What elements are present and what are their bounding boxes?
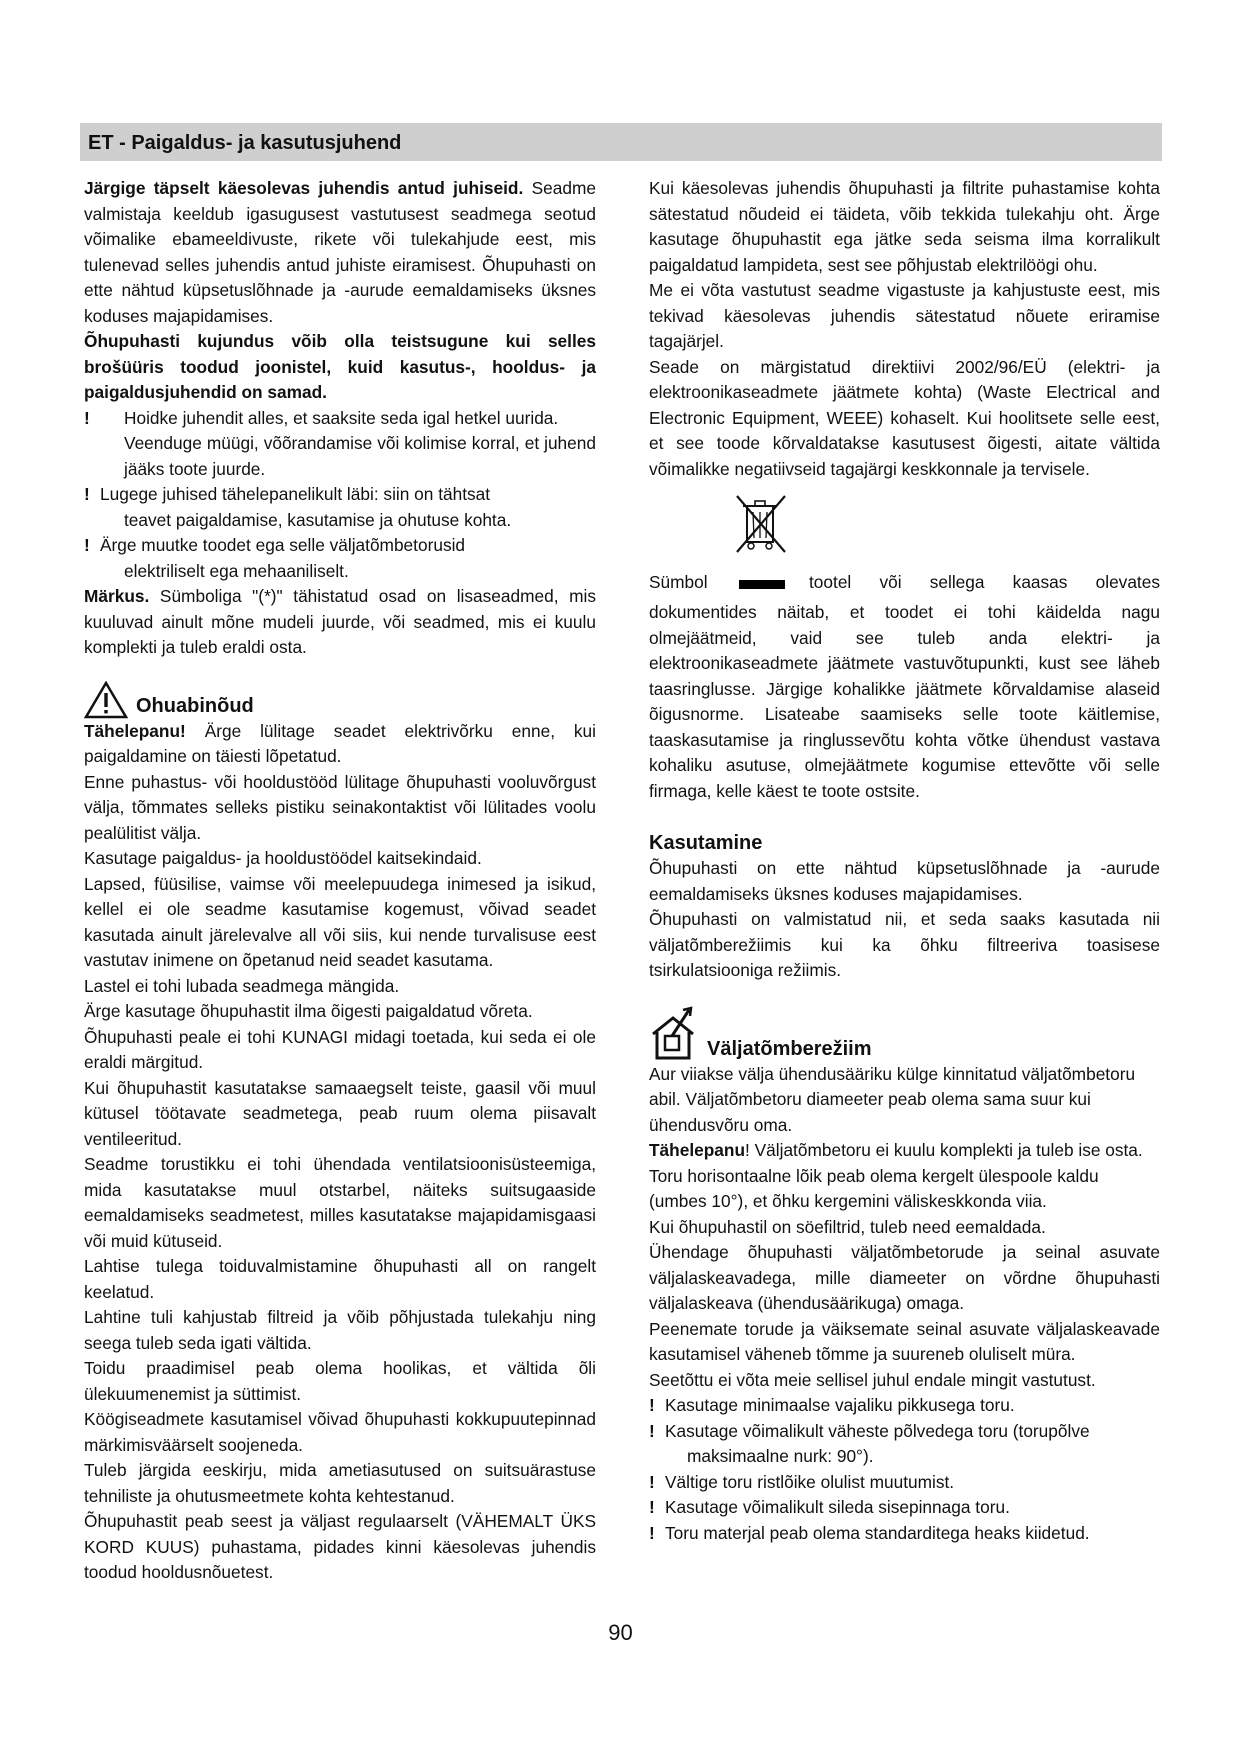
exhaust-paragraph: Ühendage õhupuhasti väljatõmbetorude ja seinal asuvate väljalaskeavadega, mille diameeter on võrdne õhupuhasti väljalaskeava (ühendusäärikuga) omaga.	[649, 1242, 1160, 1313]
safety-paragraph: Lapsed, füüsilise, vaimse või meelepuudega inimesed ja isikud, kellel ei ole seadme kasutamise kogemust, võivad seadet kasutada ainult järelevalve all või siis, kui nende turvalisuse eest vastutav inimene on õpetanud neid seadet kasutama.	[84, 873, 596, 970]
exhaust-bullet	[649, 1419, 1160, 1445]
safety-paragraph: Ärge kasutage õhupuhastit ilma õigesti paigaldatud võreta.	[84, 1001, 533, 1021]
right-column	[649, 176, 1160, 1546]
exclamation-marker: !	[84, 484, 90, 504]
exhaust-bullet-text: Toru materjal peab olema standarditega heaks kiidetud.	[665, 1522, 1090, 1543]
usage-paragraph: Õhupuhasti on valmistatud nii, et seda saaks kasutada nii väljatõmberežiimis kui ka õhku filtreeriva toasisese tsirkulatsiooniga režiimis.	[649, 909, 1160, 980]
exclamation-marker: !	[649, 1497, 655, 1517]
safety-paragraph: Kasutage paigaldus- ja hooldustöödel kaitsekindaid.	[84, 848, 482, 868]
safety-paragraph: Toidu praadimisel peab olema hoolikas, et vältida õli ülekuumenemist ja süttimist.	[84, 1358, 596, 1404]
bullet-continuation: teavet paigaldamise, kasutamise ja ohutuse kohta.	[124, 509, 512, 530]
safety-paragraph: Tuleb järgida eeskirju, mida ametiasutused on suitsuärastuse tehniliste ja ohutusmeetmete kohta kehtestanud.	[84, 1460, 596, 1506]
intro-bold: Järgige täpselt käesolevas juhendis antud juhiseid.	[84, 178, 524, 198]
safety-paragraph: Enne puhastus- või hooldustööd lülitage õhupuhasti vooluvõrgust välja, tõmmates selleks pistiku seinakontaktist või lülitades voolu pealülitist välja.	[84, 771, 596, 843]
bullet-continuation: Veenduge müügi, võõrandamise või kolimise korral, et juhend jääks toote juurde.	[124, 433, 596, 479]
exhaust-attention-label: Tähelepanu	[649, 1140, 746, 1160]
symbol-rest: dokumentides näitab, et toodet ei tohi käidelda nagu olmejäätmeid, vaid see tuleb anda elektri- ja elektroonikaseadmete jäätmete vastuvõtupunkti, kust see läheb taasringlusse. Järgige kohalikke jäätmete kõrvaldamise alaseid õigusnorme. Lisateabe saamiseks selle toote käitlemise, taaskasutamise ja ringlussevõtu kohta võtke ühendust vastava kohaliku asutuse, olmejäätmete kogumise ettevõtte või selle firmaga, kelle käest te toote ostsite.	[649, 602, 1160, 801]
design-note: Õhupuhasti kujundus võib olla teistsugune kui selles brošüüris toodud joonistel, kuid kasutus-, hooldus- ja paigaldusjuhendid on samad.	[84, 331, 596, 402]
exhaust-bullet-text: Kasutage võimalikult väheste põlvedega toru (torupõlve	[665, 1420, 1090, 1441]
exhaust-paragraph: Kui õhupuhastil on söefiltrid, tuleb need eemaldada.	[649, 1216, 1046, 1237]
bullet-item	[84, 406, 596, 432]
exhaust-bullet-text: Vältige toru ristlõike olulist muutumist.	[665, 1471, 955, 1492]
safety-paragraph: Kui õhupuhastit kasutatakse samaaegselt teiste, gaasil või muul kütusel töötavate seadmetega, peab ruum olema piisavalt ventileeritud.	[84, 1077, 596, 1149]
bullet-text: Ärge muutke toodet ega selle väljatõmbetorusid	[100, 535, 466, 555]
exhaust-house-icon	[649, 1006, 701, 1062]
exhaust-paragraph: Toru horisontaalne lõik peab olema kergelt ülespoole kaldu (umbes 10°), et õhku kergemini väliskeskkonda viia.	[649, 1165, 1099, 1211]
exhaust-bullet	[649, 1470, 1160, 1496]
exhaust-bullet	[649, 1495, 1160, 1521]
exhaust-bullet	[649, 1393, 1160, 1419]
attention-text: Ärge lülitage seadet elektrivõrku enne, kui paigaldamine on täiesti lõpetatud.	[84, 720, 596, 766]
safety-paragraph: Lahtise tulega toiduvalmistamine õhupuhasti all on rangelt keelatud.	[84, 1256, 596, 1302]
safety-paragraph: Seadme torustikku ei tohi ühendada ventilatsioonisüsteemiga, mida kasutatakse muul otstarbel, näiteks suitsugaaside eemaldamiseks seadmetest, milles kasutatakse majapidamisgaasi või muid kütuseid.	[84, 1154, 596, 1251]
section-header-bar	[80, 123, 1162, 161]
right-paragraph: Me ei võta vastutust seadme vigastuste ja kahjustuste eest, mis tekivad käesolevas juhendis sätestatud nõuete eriramise tagajärjel.	[649, 280, 1160, 351]
exhaust-heading-row	[649, 1006, 1160, 1062]
exclamation-marker: !	[649, 1471, 655, 1492]
document-title: ET - Paigaldus- ja kasutusjuhend	[88, 132, 402, 154]
note-paragraph	[84, 584, 596, 661]
right-paragraph: Kui käesolevas juhendis õhupuhasti ja filtrite puhastamise kohta sätestatud nõudeid ei täideta, võib tekkida tulekahju oht. Ärge kasutage õhupuhastit ega jätke seda seisma ilma korralikult paigaldatud lampideta, sest see põhjustab elektrilöögi ohu.	[649, 178, 1160, 275]
exhaust-heading: Väljatõmberežiim	[707, 1037, 872, 1060]
page-number: 90	[608, 1620, 633, 1645]
exclamation-marker: !	[649, 1522, 655, 1543]
note-label: Märkus.	[84, 586, 150, 606]
warning-triangle-icon	[84, 681, 128, 719]
weee-bar-icon	[739, 580, 785, 589]
safety-heading-row	[84, 681, 596, 719]
exhaust-attention	[649, 1138, 1160, 1164]
exclamation-marker: !	[649, 1420, 655, 1441]
exhaust-paragraph: Seetõttu ei võta meie sellisel juhul endale mingit vastutust.	[649, 1369, 1096, 1390]
right-paragraph: Seade on märgistatud direktiivi 2002/96/EÜ (elektri- ja elektroonikaseadmete jäätmete kohta) (Waste Electrical and Electronic Equipment, WEEE) kohaselt. Kui hoolitsete selle eest, et see toode kõrvaldatakse kasutusest õigesti, aitate vältida võimalikke negatiivseid tagajärgi keskkonnale ja tervisele.	[649, 356, 1160, 479]
safety-attention	[84, 719, 596, 770]
exhaust-attention-text: ! Väljatõmbetoru ei kuulu komplekti ja tuleb ise osta.	[745, 1140, 1143, 1160]
attention-label: Tähelepanu!	[84, 720, 186, 741]
exclamation-marker: !	[649, 1395, 655, 1415]
safety-paragraph: Lastel ei tohi lubada seadmega mängida.	[84, 975, 400, 996]
intro-paragraph	[84, 176, 596, 329]
exhaust-bullet-text: Kasutage võimalikult sileda sisepinnaga toru.	[665, 1497, 1010, 1517]
symbol-line-text: tootel või sellega kaasas olevates	[809, 572, 1160, 592]
exhaust-paragraph: Peenemate torude ja väiksemate seinal asuvate väljalaskeavade kasutamisel väheneb tõmme ja suureneb oluliselt müra.	[649, 1318, 1160, 1364]
symbol-word: Sümbol	[649, 572, 708, 592]
safety-paragraph: Lahtine tuli kahjustab filtreid ja võib põhjustada tulekahju ning seega tuleb seda igati vältida.	[84, 1307, 596, 1353]
safety-heading: Ohuabinõud	[136, 694, 254, 717]
exhaust-bullet	[649, 1521, 1160, 1547]
safety-paragraph: Köögiseadmete kasutamisel võivad õhupuhasti kokkupuutepinnad märkimisväärselt soojeneda.	[84, 1409, 596, 1455]
left-column	[84, 176, 596, 1586]
note-text: Sümboliga "(*)" tähistatud osad on lisaseadmed, mis kuuluvad ainult mõne mudeli juurde, või seadmed, mis ei kuulu komplekti ja tuleb eraldi osta.	[84, 586, 596, 657]
safety-paragraph: Õhupuhastit peab seest ja väljast regulaarselt (VÄHEMALT ÜKS KORD KUUS) puhastama, pidades kinni käesolevas juhendis toodud hooldusnõuetest.	[84, 1511, 596, 1582]
safety-paragraph: Õhupuhasti peale ei tohi KUNAGI midagi toetada, kui seda ei ole eraldi märgitud.	[84, 1026, 596, 1072]
symbol-line	[649, 570, 1160, 596]
exhaust-bullet-continuation: maksimaalne nurk: 90°).	[687, 1446, 874, 1466]
exhaust-bullet-text: Kasutage minimaalse vajaliku pikkusega toru.	[665, 1395, 1015, 1415]
exclamation-marker: !	[84, 407, 90, 428]
bullet-item	[84, 533, 596, 559]
bullet-text: Hoidke juhendit alles, et saaksite seda igal hetkel uurida.	[124, 407, 559, 428]
exhaust-intro: Aur viiakse välja ühendusääriku külge kinnitatud väljatõmbetoru abil. Väljatõmbetoru diameeter peab olema sama suur kui ühendusvõru oma.	[649, 1063, 1136, 1135]
weee-symbol-block	[649, 482, 1160, 622]
exclamation-marker: !	[84, 535, 90, 555]
bullet-text: Lugege juhised tähelepanelikult läbi: siin on tähtsat	[100, 484, 491, 504]
bullet-continuation: elektriliselt ega mehaaniliselt.	[124, 560, 349, 581]
bullet-item	[84, 482, 596, 508]
intro-text: Seadme valmistaja keeldub igasugusest vastutusest seadmega seotud võimalike ebameeldivuste, rikete või tulekahjude eest, mis tulenevad selles juhendis antud juhiste eiramisest. Õhupuhasti on ette nähtud küpsetuslõhnade ja -aurude eemaldamiseks üksnes koduses majapidamises.	[84, 178, 596, 326]
usage-paragraph: Õhupuhasti on ette nähtud küpsetuslõhnade ja -aurude eemaldamiseks üksnes koduses majapidamises.	[649, 858, 1160, 904]
crossed-bin-icon	[731, 492, 791, 556]
usage-heading: Kasutamine	[649, 832, 763, 854]
